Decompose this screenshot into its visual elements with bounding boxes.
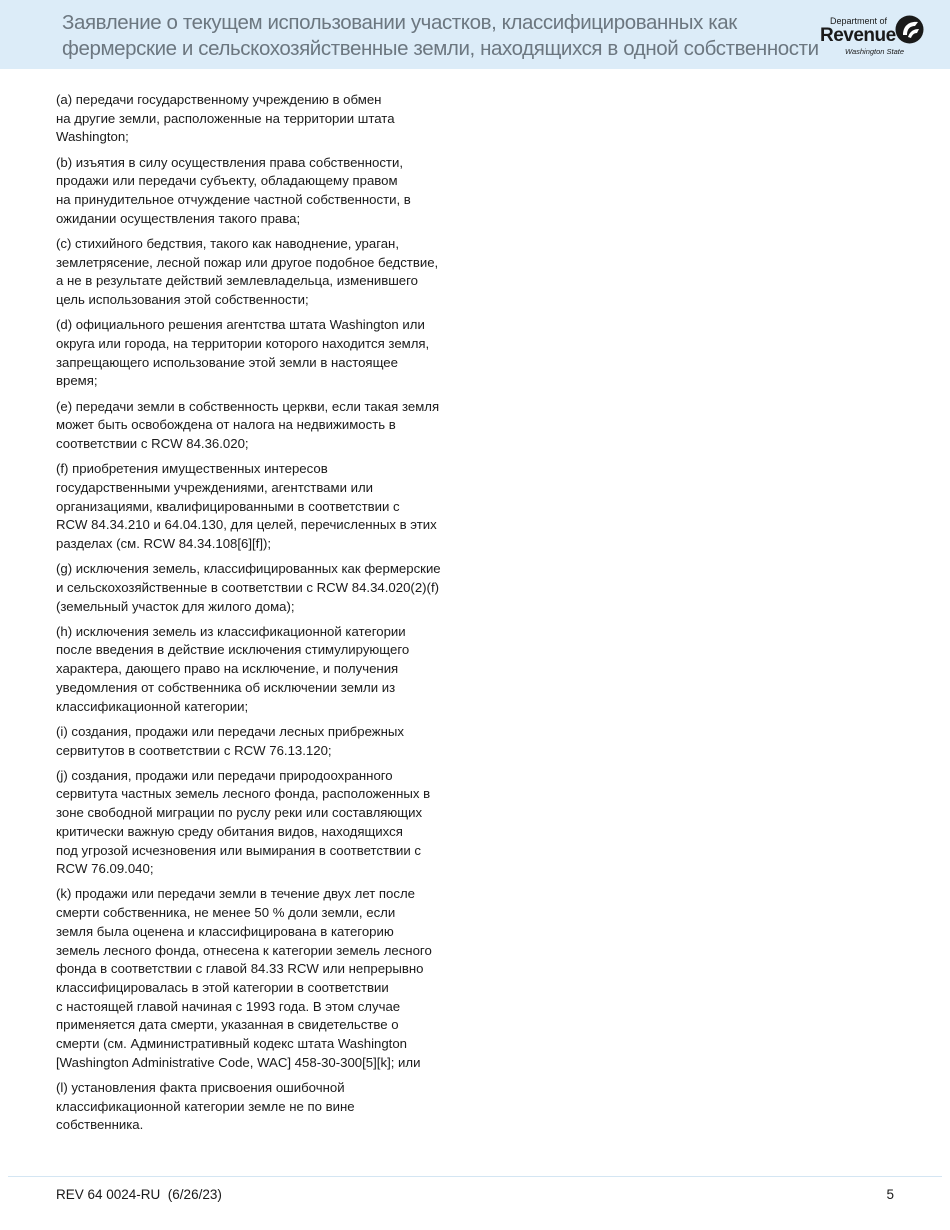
clause-line: смерти собственника, не менее 50 % доли земли, если xyxy=(56,905,396,921)
clause-line: смерти (см. Административный кодекс штата Washington xyxy=(56,1036,407,1052)
clause-line: на принудительное отчуждение частной собственности, в xyxy=(56,192,411,208)
logo-revenue-text: Revenue xyxy=(820,25,896,46)
clause-line: (l) установления факта присвоения ошибочной xyxy=(56,1079,345,1095)
clause-c xyxy=(56,235,496,310)
logo-state-text: Washington State xyxy=(845,47,905,56)
clause-g xyxy=(56,560,496,616)
wa-revenue-logo-icon xyxy=(894,14,925,45)
clause-f xyxy=(56,460,496,554)
page-number: 5 xyxy=(886,1187,894,1202)
department-of-revenue-logo xyxy=(820,14,930,58)
clause-list xyxy=(56,91,496,1142)
clause-line: под угрозой исчезновения или вымирания в соответствии с xyxy=(56,842,422,858)
clause-line: (d) официального решения агентства штата Washington или xyxy=(56,317,425,333)
clause-line: применяется дата смерти, указанная в свидетельстве о xyxy=(56,1017,399,1033)
clause-line: [Washington Administrative Code, WAC] 458-30-300[5][k]; или xyxy=(56,1054,421,1070)
clause-h xyxy=(56,623,496,717)
clause-line: на другие земли, расположенные на территории штата xyxy=(56,110,395,126)
clause-l xyxy=(56,1079,496,1135)
clause-line: землетрясение, лесной пожар или другое подобное бедствие, xyxy=(56,254,439,270)
clause-line: округа или города, на территории которого находится земля, xyxy=(56,335,430,351)
clause-line: соответствии с RCW 84.36.020; xyxy=(56,435,249,451)
page-title-line: Заявление о текущем использовании участков, классифицированных как xyxy=(62,11,737,34)
clause-line: RCW 76.09.040; xyxy=(56,861,154,877)
clause-line: после введения в действие исключения стимулирующего xyxy=(56,642,410,658)
clause-line: запрещающего использование этой земли в настоящее xyxy=(56,354,398,370)
clause-line: зоне свободной миграции по руслу реки или составляющих xyxy=(56,805,423,821)
clause-line: (i) создания, продажи или передачи лесных прибрежных xyxy=(56,723,404,739)
logo-department-text: Department of xyxy=(830,16,888,26)
clause-d xyxy=(56,316,496,391)
page-title xyxy=(62,10,819,62)
clause-line: RCW 84.34.210 и 64.04.130, для целей, перечисленных в этих xyxy=(56,517,437,533)
clause-line: характера, дающего право на исключение, и получения xyxy=(56,661,399,677)
clause-line: с настоящей главой начиная с 1993 года. В этом случае xyxy=(56,998,401,1014)
clause-line: ожидании осуществления такого права; xyxy=(56,210,301,226)
clause-line: (g) исключения земель, классифицированных как фермерские xyxy=(56,561,441,577)
clause-line: а не в результате действий землевладельца, изменившего xyxy=(56,273,418,289)
clause-line: собственника. xyxy=(56,1117,144,1133)
clause-line: (e) передачи земли в собственность церкви, если такая земля xyxy=(56,398,440,414)
form-id: REV 64 0024-RU (6/26/23) xyxy=(56,1187,222,1202)
clause-line: разделах (см. RCW 84.34.108[6][f]); xyxy=(56,535,272,551)
clause-line: продажи или передачи субъекту, обладающему правом xyxy=(56,173,398,189)
clause-line: классификационной категории земле не по вине xyxy=(56,1098,355,1114)
clause-line: время; xyxy=(56,373,98,389)
clause-line: сервитута частных земель лесного фонда, расположенных в xyxy=(56,786,431,802)
clause-line: государственными учреждениями, агентствами или xyxy=(56,479,374,495)
clause-line: классифицировалась в этой категории в соответствии xyxy=(56,979,389,995)
clause-line: организациями, квалифицированными в соответствии с xyxy=(56,498,400,514)
clause-line: цель использования этой собственности; xyxy=(56,292,309,308)
clause-line: земля была оценена и классифицирована в категорию xyxy=(56,923,394,939)
clause-line: Washington; xyxy=(56,129,129,145)
clause-j xyxy=(56,767,496,879)
clause-line: земель лесного фонда, отнесена к категории земель лесного xyxy=(56,942,432,958)
footer-divider xyxy=(8,1176,942,1177)
clause-i xyxy=(56,723,496,760)
clause-line: классификационной категории; xyxy=(56,698,249,714)
page-title-line: фермерские и сельскохозяйственные земли, находящихся в одной собственности xyxy=(62,37,819,60)
clause-line: может быть освобождена от налога на недвижимость в xyxy=(56,417,396,433)
clause-line: (f) приобретения имущественных интересов xyxy=(56,461,328,477)
clause-line: (k) продажи или передачи земли в течение двух лет после xyxy=(56,886,416,902)
clause-line: и сельскохозяйственные в соответствии с RCW 84.34.020(2)(f) xyxy=(56,579,439,595)
clause-line: (c) стихийного бедствия, такого как наводнение, ураган, xyxy=(56,235,400,251)
clause-b xyxy=(56,154,496,229)
clause-line: уведомления от собственника об исключении земли из xyxy=(56,679,396,695)
clause-e xyxy=(56,398,496,454)
clause-line: фонда в соответствии с главой 84.33 RCW или непрерывно xyxy=(56,961,424,977)
clause-line: (j) создания, продажи или передачи природоохранного xyxy=(56,767,393,783)
clause-a xyxy=(56,91,496,147)
clause-line: критически важную среду обитания видов, находящихся xyxy=(56,823,403,839)
page-header xyxy=(0,0,950,69)
clause-line: (h) исключения земель из классификационной категории xyxy=(56,623,406,639)
clause-line: сервитутов в соответствии с RCW 76.13.120; xyxy=(56,742,332,758)
clause-k xyxy=(56,885,496,1072)
clause-line: (b) изъятия в силу осуществления права собственности, xyxy=(56,154,403,170)
clause-line: (земельный участок для жилого дома); xyxy=(56,598,295,614)
clause-line: (a) передачи государственному учреждению в обмен xyxy=(56,92,382,107)
